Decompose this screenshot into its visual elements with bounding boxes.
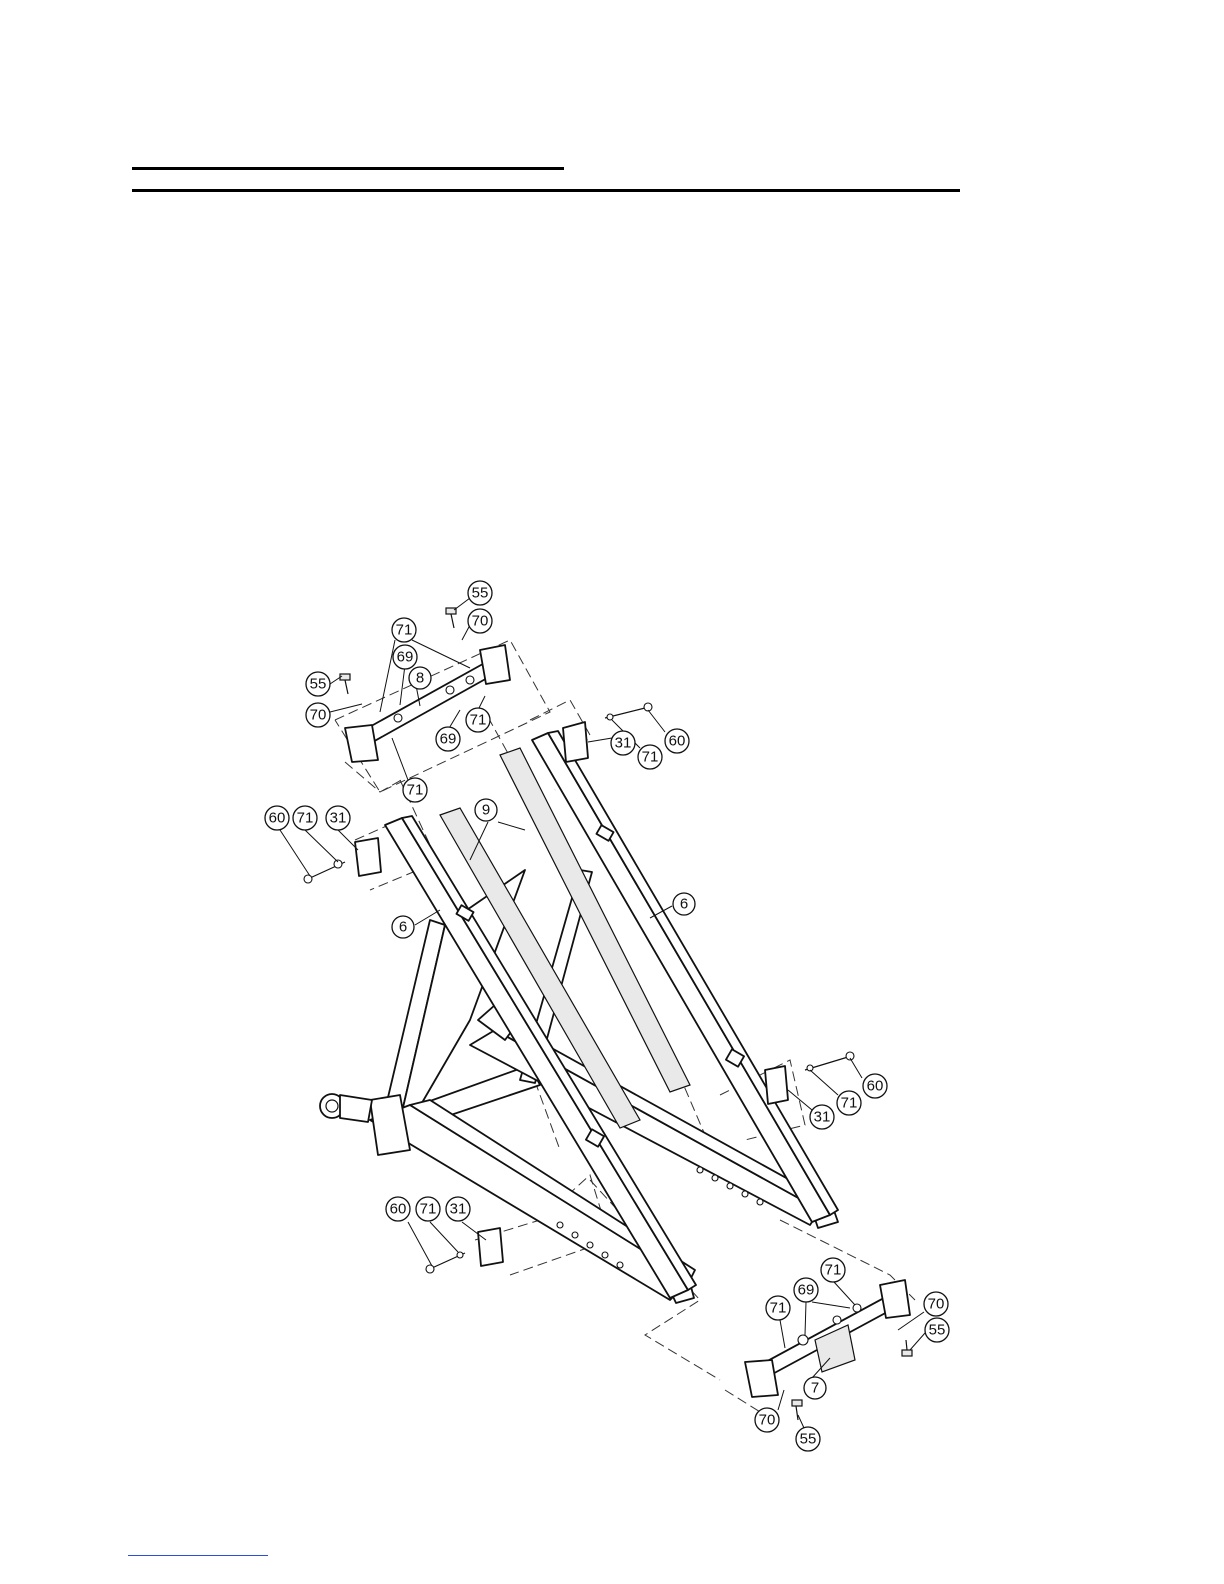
callout-71-left-bottom (403, 778, 427, 802)
svg-text:71: 71 (469, 711, 487, 729)
svg-text:8: 8 (415, 669, 425, 687)
callout-71-bottom-left (416, 1197, 440, 1221)
callout-69-mid (436, 727, 460, 751)
svg-text:70: 70 (309, 706, 327, 724)
callout-71-left (293, 806, 317, 830)
callout-8 (409, 667, 431, 689)
callout-31-right-mid (810, 1105, 834, 1129)
callout-70-bottom-right (924, 1292, 948, 1316)
callout-31-right-top (611, 731, 635, 755)
callout-71-bottom-a (766, 1296, 790, 1320)
svg-text:60: 60 (268, 809, 286, 827)
callout-60-right-top (665, 729, 689, 753)
bottom-crossbar (745, 1280, 910, 1397)
svg-text:70: 70 (758, 1411, 776, 1429)
callout-60-right-mid (863, 1074, 887, 1098)
callout-7 (804, 1377, 826, 1399)
callout-55-bottom-right (925, 1318, 949, 1342)
svg-text:71: 71 (641, 748, 659, 766)
svg-text:55: 55 (471, 584, 489, 602)
callout-31-left (326, 806, 350, 830)
svg-text:31: 31 (813, 1108, 831, 1126)
callout-69-top (393, 645, 417, 669)
svg-text:31: 31 (329, 809, 347, 827)
callout-71-bottom-b (821, 1258, 845, 1282)
svg-text:71: 71 (419, 1200, 437, 1218)
svg-text:31: 31 (614, 734, 632, 752)
svg-text:55: 55 (309, 675, 327, 693)
callout-6-left (392, 916, 414, 938)
svg-text:71: 71 (406, 781, 424, 799)
svg-text:55: 55 (928, 1321, 946, 1339)
svg-text:6: 6 (398, 918, 408, 936)
svg-text:7: 7 (810, 1379, 820, 1397)
svg-text:69: 69 (797, 1281, 815, 1299)
svg-text:71: 71 (395, 621, 413, 639)
svg-text:60: 60 (668, 732, 686, 750)
svg-text:71: 71 (296, 809, 314, 827)
svg-text:6: 6 (679, 895, 689, 913)
svg-text:60: 60 (866, 1077, 884, 1095)
callout-60-bottom-left (386, 1197, 410, 1221)
callout-55-bottom (796, 1427, 820, 1451)
svg-text:31: 31 (449, 1200, 467, 1218)
svg-text:70: 70 (471, 612, 489, 630)
callout-71-right-top (638, 745, 662, 769)
callout-70-left (306, 703, 330, 727)
callout-31-bottom-left (446, 1197, 470, 1221)
svg-text:71: 71 (840, 1094, 858, 1112)
callout-71-right-mid (837, 1091, 861, 1115)
svg-text:55: 55 (799, 1430, 817, 1448)
callout-6-right (673, 893, 695, 915)
svg-text:69: 69 (439, 730, 457, 748)
callout-60-left (265, 806, 289, 830)
top-crossbar (345, 645, 510, 762)
svg-text:9: 9 (481, 801, 491, 819)
callout-9 (475, 799, 497, 821)
callout-71-top (392, 618, 416, 642)
callout-69-bottom (794, 1278, 818, 1302)
svg-text:70: 70 (927, 1295, 945, 1313)
svg-text:71: 71 (824, 1261, 842, 1279)
svg-text:69: 69 (396, 648, 414, 666)
callout-55-left (306, 672, 330, 696)
callout-71-mid (466, 708, 490, 732)
callout-55-top (468, 581, 492, 605)
svg-text:71: 71 (769, 1299, 787, 1317)
svg-text:60: 60 (389, 1200, 407, 1218)
callout-70-bottom (755, 1408, 779, 1432)
callout-70-top (468, 609, 492, 633)
